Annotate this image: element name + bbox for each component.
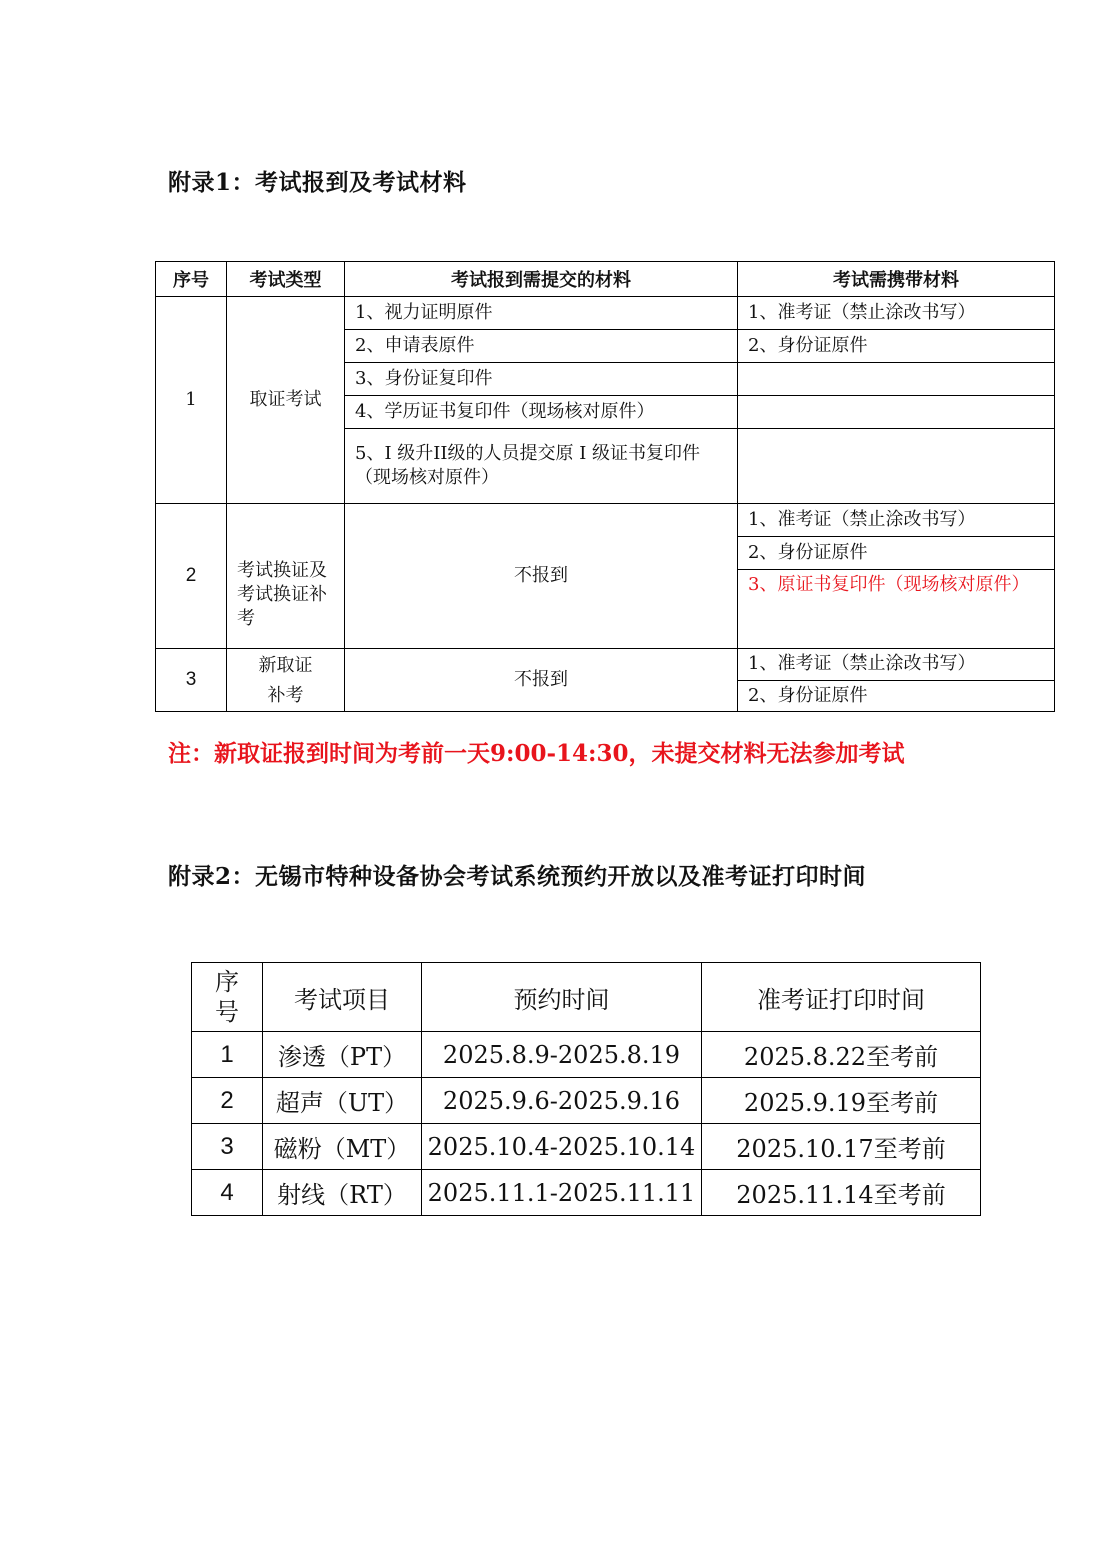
print-cell: 2025.9.19至考前 xyxy=(702,1078,981,1124)
submit-item: 1、视力证明原件 xyxy=(345,297,738,330)
seq-cell: 4 xyxy=(192,1170,263,1216)
seq-cell: 2 xyxy=(192,1078,263,1124)
submit-cell: 不报到 xyxy=(345,649,738,712)
seq-cell: 1 xyxy=(192,1032,263,1078)
table-row xyxy=(192,1170,981,1216)
appendix2-title: 附录2：无锡市特种设备协会考试系统预约开放以及准考证打印时间 xyxy=(168,863,867,890)
submit-item: 4、学历证书复印件（现场核对原件） xyxy=(345,396,738,429)
carry-item: 1、准考证（禁止涂改书写） xyxy=(738,504,1055,537)
submit-item: 5、I 级升II级的人员提交原 I 级证书复印件（现场核对原件） xyxy=(345,429,738,504)
exam-type-cell: 取证考试 xyxy=(227,297,345,504)
submit-item: 3、身份证复印件 xyxy=(345,363,738,396)
carry-item: 1、准考证（禁止涂改书写） xyxy=(738,649,1055,681)
print-cell: 2025.10.17至考前 xyxy=(702,1124,981,1170)
table-row xyxy=(192,1124,981,1170)
table-row xyxy=(192,1078,981,1124)
table-row xyxy=(156,649,1055,681)
table-row xyxy=(192,1032,981,1078)
submit-cell: 不报到 xyxy=(345,504,738,649)
item-cell: 渗透（PT） xyxy=(263,1032,422,1078)
booking-cell: 2025.9.6-2025.9.16 xyxy=(422,1078,702,1124)
table-row xyxy=(156,504,1055,537)
appendix1-title: 附录1：考试报到及考试材料 xyxy=(168,169,467,196)
header-seq-line2: 号 xyxy=(215,998,239,1026)
exam-type-line2: 补考 xyxy=(267,685,304,706)
seq-cell: 3 xyxy=(156,649,227,712)
table-header-row xyxy=(192,963,981,1032)
item-cell: 射线（RT） xyxy=(263,1170,422,1216)
header-seq-line1: 序 xyxy=(215,968,239,996)
header-exam-type: 考试类型 xyxy=(227,262,345,297)
carry-item: 2、身份证原件 xyxy=(738,680,1055,712)
seq-cell: 3 xyxy=(192,1124,263,1170)
carry-item: 1、准考证（禁止涂改书写） xyxy=(738,297,1055,330)
carry-item: 2、身份证原件 xyxy=(738,537,1055,570)
carry-item-empty xyxy=(738,429,1055,504)
item-cell: 超声（UT） xyxy=(263,1078,422,1124)
carry-item-empty xyxy=(738,363,1055,396)
header-item: 考试项目 xyxy=(263,963,422,1032)
carry-item-red: 3、原证书复印件（现场核对原件） xyxy=(738,570,1055,649)
header-seq xyxy=(192,963,263,1032)
header-submit-materials: 考试报到需提交的材料 xyxy=(345,262,738,297)
item-cell: 磁粉（MT） xyxy=(263,1124,422,1170)
print-cell: 2025.11.14至考前 xyxy=(702,1170,981,1216)
seq-cell: 2 xyxy=(156,504,227,649)
print-cell: 2025.8.22至考前 xyxy=(702,1032,981,1078)
seq-cell: 1 xyxy=(156,297,227,504)
table-header-row xyxy=(156,262,1055,297)
header-booking: 预约时间 xyxy=(422,963,702,1032)
booking-cell: 2025.10.4-2025.10.14 xyxy=(422,1124,702,1170)
exam-type-line1: 新取证 xyxy=(258,655,313,676)
carry-item-empty xyxy=(738,396,1055,429)
booking-schedule-table xyxy=(191,962,981,1216)
header-carry-materials: 考试需携带材料 xyxy=(738,262,1055,297)
booking-cell: 2025.8.9-2025.8.19 xyxy=(422,1032,702,1078)
table-row xyxy=(156,297,1055,330)
exam-type-cell: 考试换证及考试换证补考 xyxy=(227,504,345,649)
exam-materials-table xyxy=(155,261,1055,712)
booking-cell: 2025.11.1-2025.11.11 xyxy=(422,1170,702,1216)
carry-item: 2、身份证原件 xyxy=(738,330,1055,363)
header-seq: 序号 xyxy=(156,262,227,297)
registration-note: 注：新取证报到时间为考前一天9:00-14:30，未提交材料无法参加考试 xyxy=(168,740,905,767)
header-print: 准考证打印时间 xyxy=(702,963,981,1032)
submit-item: 2、申请表原件 xyxy=(345,330,738,363)
exam-type-cell xyxy=(227,649,345,712)
